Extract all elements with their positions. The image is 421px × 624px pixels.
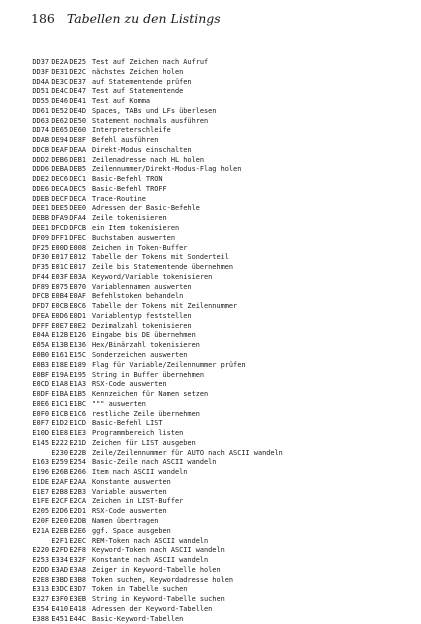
address-col-1: DDE6 bbox=[32, 184, 49, 193]
description: Konstante auswerten bbox=[92, 477, 171, 486]
address-col-2: E075 bbox=[51, 282, 68, 291]
table-row bbox=[31, 390, 416, 400]
address-col-3: E418 bbox=[69, 604, 86, 613]
address-col-2: E222 bbox=[51, 438, 68, 447]
address-col-2: E2FD bbox=[51, 546, 68, 555]
address-col-1: E0CD bbox=[32, 380, 49, 389]
address-col-1: DF09 bbox=[32, 233, 49, 242]
address-col-2: E0D6 bbox=[51, 311, 68, 320]
address-col-3: E195 bbox=[69, 370, 86, 379]
description: Kennzeichen für Namen setzen bbox=[92, 390, 209, 399]
address-col-3: E0C6 bbox=[69, 302, 86, 311]
address-col-1: DFFF bbox=[32, 321, 49, 330]
description: Befehl ausführen bbox=[92, 136, 159, 145]
address-col-1: E388 bbox=[32, 614, 49, 623]
table-row bbox=[31, 361, 416, 371]
address-col-3: E3B8 bbox=[69, 575, 86, 584]
table-row bbox=[31, 576, 416, 586]
table-row bbox=[31, 419, 416, 429]
description: RSX-Code auswerten bbox=[92, 380, 167, 389]
address-col-1: DD37 bbox=[32, 58, 49, 66]
address-col-1: E2E8 bbox=[32, 575, 49, 584]
description: Zeichen für LIST ausgeben bbox=[92, 438, 196, 447]
address-col-1: E0B0 bbox=[32, 350, 49, 359]
address-col-3: DE4D bbox=[69, 106, 86, 115]
table-row bbox=[31, 302, 416, 312]
address-col-2: DE46 bbox=[51, 97, 68, 106]
address-col-1 bbox=[31, 537, 49, 547]
address-col-2: E01C bbox=[51, 263, 68, 272]
table-row bbox=[31, 214, 416, 224]
address-col-2: E1BA bbox=[51, 390, 68, 399]
description: RSX-Code auswerten bbox=[92, 507, 167, 516]
address-col-1: E313 bbox=[32, 585, 49, 594]
address-col-2: E3F0 bbox=[51, 595, 68, 604]
address-col-3: DE2C bbox=[69, 67, 86, 76]
address-col-2: DECF bbox=[51, 194, 68, 203]
address-col-3: E1C6 bbox=[69, 409, 86, 418]
table-row bbox=[31, 234, 416, 244]
address-col-3: E126 bbox=[69, 331, 86, 340]
address-col-2: DE4C bbox=[51, 87, 68, 96]
address-col-2: E1E8 bbox=[51, 429, 68, 438]
table-row bbox=[31, 107, 416, 117]
address-col-2: E017 bbox=[51, 253, 68, 262]
address-col-1: E1FE bbox=[32, 497, 49, 506]
address-col-2: E334 bbox=[51, 556, 68, 565]
address-col-1: DFCB bbox=[32, 292, 49, 301]
address-col-1: DEBB bbox=[32, 214, 49, 223]
address-col-3: E3D7 bbox=[69, 585, 86, 594]
address-col-1: DF35 bbox=[32, 263, 49, 272]
address-col-2: E3BD bbox=[51, 575, 68, 584]
address-col-2: E230 bbox=[51, 448, 68, 457]
table-row bbox=[31, 126, 416, 136]
address-col-3: E2B3 bbox=[69, 487, 86, 496]
description: Sonderzeichen auswerten bbox=[92, 350, 188, 359]
address-col-3: E2F8 bbox=[69, 546, 86, 555]
description: Test auf Komma bbox=[92, 97, 151, 106]
address-table bbox=[31, 58, 416, 624]
address-col-2: E18E bbox=[51, 360, 68, 369]
description: Statement nochmals ausführen bbox=[92, 116, 209, 125]
description: Tabelle der Tokens mit Sonderteil bbox=[92, 253, 229, 262]
table-row bbox=[31, 146, 416, 156]
address-col-3: DE25 bbox=[69, 58, 86, 66]
description: nächstes Zeichen holen bbox=[92, 67, 184, 76]
description: Keyword-Token nach ASCII wandeln bbox=[92, 546, 225, 555]
page-title: Tabellen zu den Listings bbox=[66, 11, 221, 26]
table-row bbox=[31, 478, 416, 488]
address-col-3: E03A bbox=[69, 272, 86, 281]
address-col-1: E21A bbox=[32, 526, 49, 535]
address-col-3: DEAA bbox=[69, 145, 86, 154]
address-col-2: E2AF bbox=[51, 477, 68, 486]
address-col-1: E253 bbox=[32, 556, 49, 565]
address-col-2: DFF1 bbox=[51, 233, 68, 242]
address-col-2: E1C1 bbox=[51, 399, 68, 408]
address-col-1: DDEB bbox=[32, 194, 49, 203]
address-col-3: DEC1 bbox=[69, 175, 86, 184]
description: """ auswerten bbox=[92, 399, 146, 408]
address-col-3: E22B bbox=[69, 448, 86, 457]
address-col-2: DEE5 bbox=[51, 204, 68, 213]
description: Item nach ASCII wandeln bbox=[92, 468, 188, 477]
address-col-1: E196 bbox=[32, 468, 49, 477]
table-row bbox=[31, 195, 416, 205]
description: Test auf Zeichen nach Aufruf bbox=[92, 58, 209, 66]
address-col-1: E2DD bbox=[32, 565, 49, 574]
address-col-1 bbox=[31, 449, 49, 459]
table-row bbox=[31, 87, 416, 97]
address-col-3: E136 bbox=[69, 341, 86, 350]
address-col-2: E00D bbox=[51, 243, 68, 252]
address-col-3: E0D1 bbox=[69, 311, 86, 320]
table-row bbox=[31, 507, 416, 517]
description: String in Keyword-Tabelle suchen bbox=[92, 595, 225, 604]
description: Basic-Zeile nach ASCII wandeln bbox=[92, 458, 217, 467]
description: Zeile tokenisieren bbox=[92, 214, 167, 223]
address-col-2: DFA9 bbox=[51, 214, 68, 223]
address-col-2: DE65 bbox=[51, 126, 68, 135]
page-header bbox=[31, 8, 411, 30]
table-row bbox=[31, 204, 416, 214]
description: Direkt-Modus einschalten bbox=[92, 145, 192, 154]
table-row bbox=[31, 273, 416, 283]
description: Basic-Keyword-Tabellen bbox=[92, 614, 184, 623]
description: String in Buffer übernehmen bbox=[92, 370, 205, 379]
address-col-1: DD55 bbox=[32, 97, 49, 106]
address-col-3: DE47 bbox=[69, 87, 86, 96]
table-row bbox=[31, 371, 416, 381]
description: Spaces, TABs und LFs überlesen bbox=[92, 106, 217, 115]
address-col-3: DE50 bbox=[69, 116, 86, 125]
address-col-1: E10D bbox=[32, 429, 49, 438]
description: ggf. Space ausgeben bbox=[92, 526, 171, 535]
address-col-2: E0E7 bbox=[51, 321, 68, 330]
description: Basic-Befehl TRON bbox=[92, 175, 163, 184]
table-row bbox=[31, 410, 416, 420]
address-col-1: DEE1 bbox=[32, 204, 49, 213]
table-row bbox=[31, 58, 416, 68]
description: Namen übertragen bbox=[92, 516, 159, 525]
table-row bbox=[31, 292, 416, 302]
description: ein Item tokenisieren bbox=[92, 224, 180, 233]
table-row bbox=[31, 331, 416, 341]
table-row bbox=[31, 117, 416, 127]
description: restliche Zeile übernehmen bbox=[92, 409, 200, 418]
table-row bbox=[31, 78, 416, 88]
address-col-2: E13B bbox=[51, 341, 68, 350]
address-col-3: DE37 bbox=[69, 77, 86, 86]
address-col-2: E1D2 bbox=[51, 419, 68, 428]
table-row bbox=[31, 527, 416, 537]
address-col-2: E0B4 bbox=[51, 292, 68, 301]
address-col-2: E0CB bbox=[51, 302, 68, 311]
table-row bbox=[31, 615, 416, 624]
address-col-1: E0B3 bbox=[32, 360, 49, 369]
address-col-1: E327 bbox=[32, 595, 49, 604]
address-col-1: DF44 bbox=[32, 272, 49, 281]
table-row bbox=[31, 341, 416, 351]
description: Variablennamen auswerten bbox=[92, 282, 192, 291]
address-col-3: E1A3 bbox=[69, 380, 86, 389]
address-col-3: E189 bbox=[69, 360, 86, 369]
address-col-2: E2F1 bbox=[51, 536, 68, 545]
address-col-2: E161 bbox=[51, 350, 68, 359]
address-col-3: E2EC bbox=[69, 536, 86, 545]
description: Flag für Variable/Zeilennummer prüfen bbox=[92, 360, 246, 369]
description: Zeile bis Statementende übernehmen bbox=[92, 263, 234, 272]
address-col-3: DEC5 bbox=[69, 184, 86, 193]
address-col-3: E3A8 bbox=[69, 565, 86, 574]
table-row bbox=[31, 312, 416, 322]
table-row bbox=[31, 488, 416, 498]
address-col-3: DEB5 bbox=[69, 165, 86, 174]
address-col-2: E3AD bbox=[51, 565, 68, 574]
address-col-3: E254 bbox=[69, 458, 86, 467]
table-row bbox=[31, 253, 416, 263]
description: REM-Token nach ASCII wandeln bbox=[92, 536, 209, 545]
description: Basic-Befehl TROFF bbox=[92, 184, 167, 193]
address-col-3: E15C bbox=[69, 350, 86, 359]
address-col-1: DF30 bbox=[32, 253, 49, 262]
table-row bbox=[31, 97, 416, 107]
address-col-3: DFA4 bbox=[69, 214, 86, 223]
address-col-2: E03F bbox=[51, 272, 68, 281]
address-col-1: E220 bbox=[32, 546, 49, 555]
address-col-1: DDCB bbox=[32, 145, 49, 154]
address-col-1: DDD2 bbox=[32, 155, 49, 164]
description: Programmbereich listen bbox=[92, 429, 184, 438]
address-col-3: E3EB bbox=[69, 595, 86, 604]
table-row bbox=[31, 468, 416, 478]
address-col-1: DD4A bbox=[32, 77, 49, 86]
address-col-2: E2B8 bbox=[51, 487, 68, 496]
description: Zeilennummer/Direkt-Modus-Flag holen bbox=[92, 165, 242, 174]
table-row bbox=[31, 458, 416, 468]
address-col-3: E1BC bbox=[69, 399, 86, 408]
address-col-2: E2D6 bbox=[51, 507, 68, 516]
address-col-1: DD3F bbox=[32, 67, 49, 76]
address-col-2: DE3C bbox=[51, 77, 68, 86]
description: Zeiger in Keyword-Tabelle holen bbox=[92, 565, 221, 574]
description: Adressen der Keyword-Tabellen bbox=[92, 604, 213, 613]
address-col-2: E26B bbox=[51, 468, 68, 477]
description: Eingabe bis DE übernehmen bbox=[92, 331, 196, 340]
table-row bbox=[31, 400, 416, 410]
table-row bbox=[31, 585, 416, 595]
address-col-3: E0E2 bbox=[69, 321, 86, 330]
address-col-2: E2E0 bbox=[51, 516, 68, 525]
address-col-2: DE62 bbox=[51, 116, 68, 125]
address-col-1: E0E6 bbox=[32, 399, 49, 408]
address-col-3: E1E3 bbox=[69, 429, 86, 438]
description: Zeichen in LIST-Buffer bbox=[92, 497, 184, 506]
table-row bbox=[31, 175, 416, 185]
address-col-2: E1A8 bbox=[51, 380, 68, 389]
address-col-2: E2EB bbox=[51, 526, 68, 535]
address-col-2: DEBA bbox=[51, 165, 68, 174]
table-row bbox=[31, 156, 416, 166]
address-col-3: E2CA bbox=[69, 497, 86, 506]
table-row bbox=[31, 185, 416, 195]
address-col-1: DEE1 bbox=[32, 224, 49, 233]
address-col-3: E21D bbox=[69, 438, 86, 447]
address-col-2: DEAF bbox=[51, 145, 68, 154]
address-col-2: DE52 bbox=[51, 106, 68, 115]
address-col-3: E012 bbox=[69, 253, 86, 262]
description: Zeile/Zeilennummer für AUTO nach ASCII wandeln bbox=[92, 448, 283, 457]
address-col-2: E12B bbox=[51, 331, 68, 340]
address-col-1: E0DF bbox=[32, 390, 49, 399]
address-col-1: E1DE bbox=[32, 477, 49, 486]
description: Test auf Statementende bbox=[92, 87, 184, 96]
address-col-2: E410 bbox=[51, 604, 68, 613]
address-col-3: E070 bbox=[69, 282, 86, 291]
address-col-1: E145 bbox=[32, 438, 49, 447]
address-col-3: E008 bbox=[69, 243, 86, 252]
address-col-1: DDD6 bbox=[32, 165, 49, 174]
description: auf Statementende prüfen bbox=[92, 77, 192, 86]
address-col-3: DEE0 bbox=[69, 204, 86, 213]
address-col-1: DFEA bbox=[32, 311, 49, 320]
address-col-1: E20F bbox=[32, 516, 49, 525]
address-col-3: E1B5 bbox=[69, 390, 86, 399]
address-col-2: DFCD bbox=[51, 224, 68, 233]
address-col-3: E2E6 bbox=[69, 526, 86, 535]
address-col-1: DFD7 bbox=[32, 302, 49, 311]
description: Interpreterschleife bbox=[92, 126, 171, 135]
table-row bbox=[31, 517, 416, 527]
address-col-1: DD61 bbox=[32, 106, 49, 115]
address-col-1: DD63 bbox=[32, 116, 49, 125]
description: Token suchen, Keywordadresse holen bbox=[92, 575, 234, 584]
address-col-3: E266 bbox=[69, 468, 86, 477]
table-row bbox=[31, 605, 416, 615]
address-col-1: DD74 bbox=[32, 126, 49, 135]
address-col-3: DFCB bbox=[69, 224, 86, 233]
address-col-1: DD51 bbox=[32, 87, 49, 96]
address-col-3: E0AF bbox=[69, 292, 86, 301]
address-col-1: E0BF bbox=[32, 370, 49, 379]
table-row bbox=[31, 449, 416, 459]
table-row bbox=[31, 351, 416, 361]
table-row bbox=[31, 380, 416, 390]
description: Buchstaben auswerten bbox=[92, 233, 175, 242]
description: Trace-Routine bbox=[92, 194, 146, 203]
address-col-3: E2D1 bbox=[69, 507, 86, 516]
table-row bbox=[31, 556, 416, 566]
address-col-3: E44C bbox=[69, 614, 86, 623]
address-col-3: DE60 bbox=[69, 126, 86, 135]
address-col-1: DF25 bbox=[32, 243, 49, 252]
address-col-3: E2AA bbox=[69, 477, 86, 486]
description: Variablentyp feststellen bbox=[92, 311, 192, 320]
address-col-2: DE31 bbox=[51, 67, 68, 76]
table-row bbox=[31, 537, 416, 547]
address-col-3: DE8F bbox=[69, 136, 86, 145]
address-col-3: DECA bbox=[69, 194, 86, 203]
description: Tabelle der Tokens mit Zeilennummer bbox=[92, 302, 238, 311]
address-col-3: E1CD bbox=[69, 419, 86, 428]
address-col-2: E259 bbox=[51, 458, 68, 467]
table-row bbox=[31, 165, 416, 175]
address-col-1: DDAB bbox=[32, 136, 49, 145]
address-col-1: E205 bbox=[32, 507, 49, 516]
address-col-2: DEB6 bbox=[51, 155, 68, 164]
table-row bbox=[31, 283, 416, 293]
table-row bbox=[31, 68, 416, 78]
description: Variable auswerten bbox=[92, 487, 167, 496]
table-row bbox=[31, 322, 416, 332]
address-col-2: E2CF bbox=[51, 497, 68, 506]
address-col-1: E0F7 bbox=[32, 419, 49, 428]
table-row bbox=[31, 263, 416, 273]
address-col-1: DF89 bbox=[32, 282, 49, 291]
address-col-3: E2DB bbox=[69, 516, 86, 525]
page-number: 186 bbox=[31, 11, 55, 26]
address-col-2: E19A bbox=[51, 370, 68, 379]
description: Befehlstoken behandeln bbox=[92, 292, 184, 301]
address-col-2: E3DC bbox=[51, 585, 68, 594]
address-col-2: DE94 bbox=[51, 136, 68, 145]
description: Dezimalzahl tokenisieren bbox=[92, 321, 192, 330]
address-col-2: E451 bbox=[51, 614, 68, 623]
address-col-3: E017 bbox=[69, 263, 86, 272]
description: Basic-Befehl LIST bbox=[92, 419, 163, 428]
table-row bbox=[31, 546, 416, 556]
address-col-1: E1E7 bbox=[32, 487, 49, 496]
table-row bbox=[31, 429, 416, 439]
table-row bbox=[31, 224, 416, 234]
address-col-2: DE2A bbox=[51, 58, 68, 66]
address-col-1: E05A bbox=[32, 341, 49, 350]
address-col-1: E354 bbox=[32, 604, 49, 613]
address-col-2: DECA bbox=[51, 184, 68, 193]
address-col-3: DFEC bbox=[69, 233, 86, 242]
address-col-3: DE41 bbox=[69, 97, 86, 106]
table-row bbox=[31, 595, 416, 605]
description: Zeichen in Token-Buffer bbox=[92, 243, 188, 252]
table-row bbox=[31, 244, 416, 254]
address-col-2: E1CB bbox=[51, 409, 68, 418]
address-col-1: DDE2 bbox=[32, 175, 49, 184]
description: Hex/Binärzahl tokenisieren bbox=[92, 341, 200, 350]
table-row bbox=[31, 439, 416, 449]
address-col-3: E32F bbox=[69, 556, 86, 565]
address-col-1: E04A bbox=[32, 331, 49, 340]
description: Keyword/Variable tokenisieren bbox=[92, 272, 213, 281]
description: Zeilenadresse nach HL holen bbox=[92, 155, 205, 164]
description: Konstante nach ASCII wandeln bbox=[92, 556, 209, 565]
table-row bbox=[31, 136, 416, 146]
description: Adressen der Basic-Befehle bbox=[92, 204, 200, 213]
table-row bbox=[31, 566, 416, 576]
address-col-3: DEB1 bbox=[69, 155, 86, 164]
description: Token in Tabelle suchen bbox=[92, 585, 188, 594]
table-row bbox=[31, 497, 416, 507]
address-col-2: DEC6 bbox=[51, 175, 68, 184]
address-col-1: E163 bbox=[32, 458, 49, 467]
address-col-1: E0F0 bbox=[32, 409, 49, 418]
